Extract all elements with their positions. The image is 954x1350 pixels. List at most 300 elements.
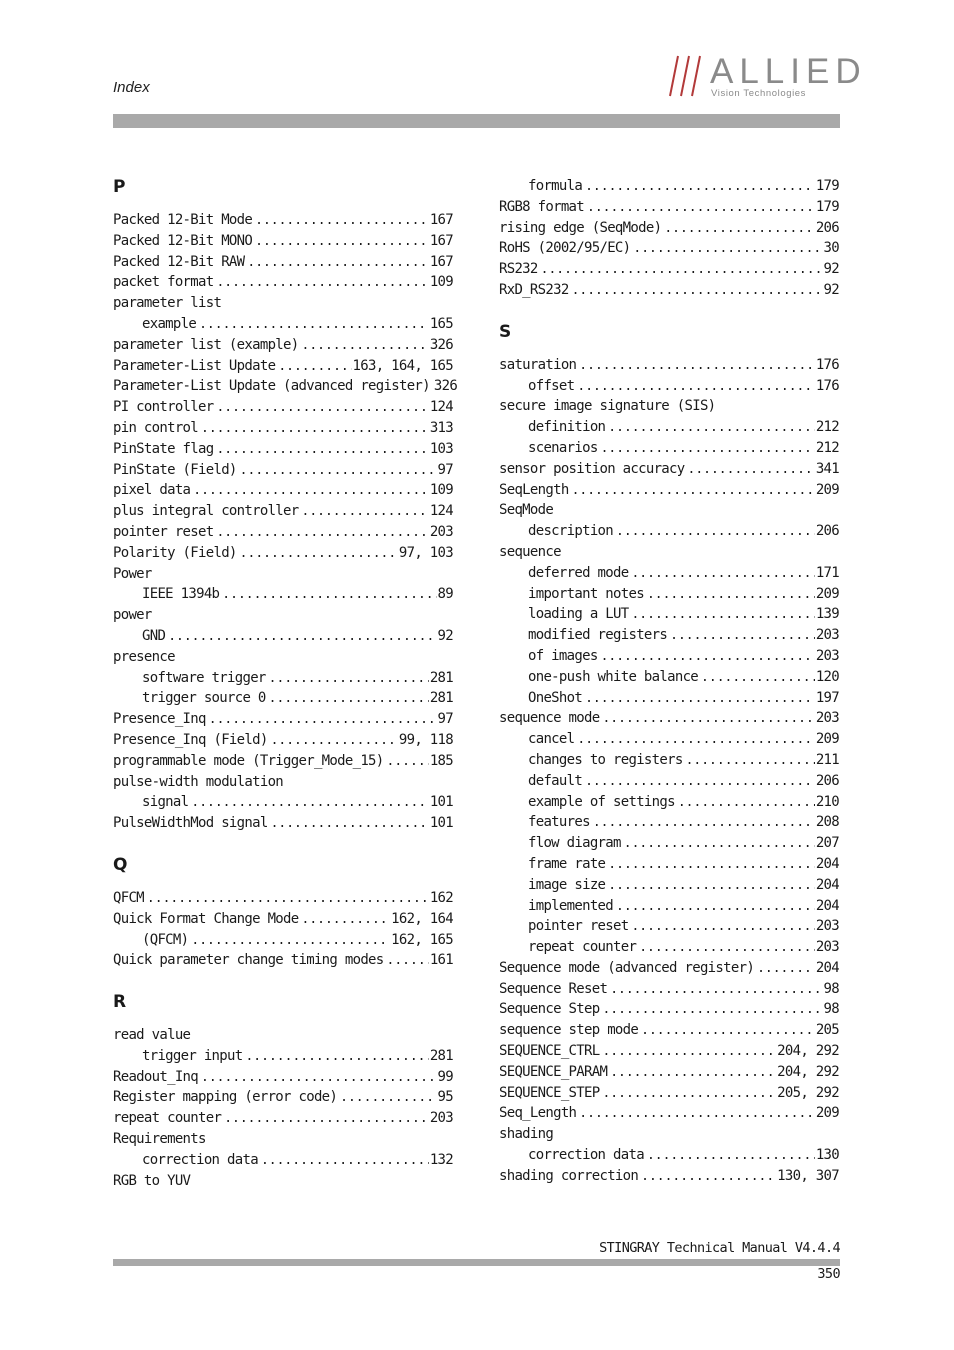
page-reference[interactable]: 103 [429,440,453,457]
index-entry [113,522,453,543]
dot-leader [670,625,815,646]
page-reference[interactable]: 206 [815,523,839,540]
index-entry [113,439,453,460]
index-entry [113,751,453,772]
dot-leader [688,459,815,480]
index-term: SEQUENCE_PARAM [499,1063,608,1080]
index-entry [113,888,453,909]
dot-leader [261,1150,429,1171]
dot-leader [572,280,823,301]
page-reference[interactable]: 89 [437,586,453,603]
index-term: RxD_RS232 [499,281,569,298]
page-reference[interactable]: 197 [815,689,839,706]
index-term: repeat counter [113,1110,222,1127]
dot-leader [631,916,814,937]
index-term: RGB to YUV [113,1172,191,1189]
index-subentry [499,438,839,459]
page-reference[interactable]: 97 [437,461,453,478]
dot-leader [271,813,429,834]
index-term: formula [528,178,583,194]
page-reference[interactable]: 109 [429,274,453,291]
page-reference[interactable]: 212 [815,419,839,436]
index-term: of images [528,647,598,664]
index-entry [113,647,453,668]
index-entry [499,1083,839,1104]
index-term: features [528,814,590,831]
index-term: shading [499,1126,554,1143]
page-reference[interactable]: 162, 165 [391,931,453,948]
index-term: Presence_Inq (Field) [113,731,268,748]
index-term: SeqMode [499,502,554,519]
index-term: Quick parameter change timing modes [113,952,384,969]
index-subentry [113,584,453,605]
index-subentry [499,176,839,197]
dot-leader [216,522,428,543]
index-term: example [142,315,197,332]
dot-leader [579,1103,815,1124]
index-entry [499,238,839,259]
index-term: Register mapping (error code) [113,1089,338,1106]
page-reference[interactable]: 209 [815,1105,839,1122]
page-reference[interactable]: 161 [429,952,453,969]
dot-leader [631,604,814,625]
index-entry [499,1124,839,1145]
index-entry [499,396,839,417]
page-reference[interactable]: 97 [437,711,453,728]
dot-leader [678,792,815,813]
page-reference[interactable]: 204 [815,876,839,893]
page-reference[interactable]: 212 [815,439,839,456]
page-reference[interactable]: 281 [429,1047,453,1064]
index-term: Parameter-List Update [113,357,276,374]
index-subentry [499,688,839,709]
dot-leader [209,709,437,730]
index-entry [499,218,839,239]
index-entry [499,1062,839,1083]
index-entry [113,772,453,793]
index-term: repeat counter [528,939,637,956]
index-term: Parameter-List Update (advanced register) [113,378,430,395]
index-term: programmable mode (Trigger_Mode_15) [113,752,384,769]
index-term: changes to registers [528,751,683,768]
dot-leader [664,218,815,239]
dot-leader [245,1046,428,1067]
index-term: definition [528,419,606,436]
dot-leader [639,937,815,958]
index-term: Packed 12-Bit RAW [113,253,245,270]
index-entry [113,1171,453,1192]
index-term: PinState flag [113,440,214,457]
index-term: implemented [528,897,614,914]
index-subentry [499,771,839,792]
dot-leader [387,950,429,971]
page-reference[interactable]: 101 [429,794,453,811]
dot-leader [624,833,815,854]
index-subentry [499,875,839,896]
index-term: Polarity (Field) [113,544,237,561]
index-entry [499,1041,839,1062]
page-reference[interactable]: 206 [815,219,839,236]
allied-logo [668,52,867,100]
page-reference[interactable]: 30 [823,240,839,257]
index-entry [113,376,458,397]
index-term: (QFCM) [142,931,189,948]
index-term: Packed 12-Bit Mode [113,212,253,228]
index-subentry [113,792,453,813]
index-entry [499,1166,839,1187]
index-entry [499,958,839,979]
page-reference[interactable]: 211 [815,751,839,768]
page-reference[interactable]: 124 [429,399,453,416]
index-term: PulseWidthMod signal [113,815,268,832]
dot-leader [602,708,814,729]
page-reference[interactable]: 313 [429,419,453,436]
dot-leader [247,252,428,273]
dot-leader [641,1166,776,1187]
page-reference[interactable]: 326 [429,336,453,353]
dot-leader [610,1062,776,1083]
index-entry [113,252,453,273]
index-term: read value [113,1027,191,1044]
page-reference[interactable]: 124 [429,503,453,520]
dot-leader [585,688,815,709]
index-term: default [528,772,583,789]
page-reference[interactable]: 209 [815,481,839,498]
page-reference[interactable]: 167 [429,212,453,228]
index-term: GND [142,627,166,644]
index-entry [113,1087,453,1108]
dot-leader [302,335,429,356]
index-term: parameter list (example) [113,336,299,353]
page-reference[interactable]: 208 [815,814,839,831]
index-term: trigger input [142,1047,243,1064]
page-reference[interactable]: 92 [823,261,839,278]
index-entry [499,355,839,376]
page-reference[interactable]: 203 [815,939,839,956]
index-term: pointer reset [528,918,629,935]
page-reference[interactable]: 204 [815,897,839,914]
dot-leader [601,438,815,459]
dot-leader [602,1083,776,1104]
dot-leader [302,909,391,930]
page-reference[interactable]: 179 [815,178,839,194]
index-entry [113,397,453,418]
dot-leader [602,999,822,1020]
page-reference[interactable]: 204, 292 [777,1043,839,1060]
index-term: pointer reset [113,523,214,540]
index-entry [113,335,453,356]
page-reference[interactable]: 132 [429,1151,453,1168]
dot-leader [278,356,351,377]
page-reference[interactable]: 101 [429,815,453,832]
index-term: Sequence mode (advanced register) [499,959,755,976]
index-subentry [499,833,839,854]
index-entry [499,542,839,563]
dot-leader [616,896,815,917]
page-reference[interactable]: 171 [815,564,839,581]
page-reference[interactable]: 203 [815,918,839,935]
logo-tagline: Vision Technologies [711,88,807,99]
dot-leader [216,272,428,293]
page-reference[interactable]: 204, 292 [777,1063,839,1080]
index-term: offset [528,377,575,394]
index-subentry [499,812,839,833]
index-entry [113,564,453,585]
page-reference[interactable]: 204 [815,959,839,976]
page-reference[interactable]: 203 [815,710,839,727]
index-subentry [499,376,839,397]
index-term: Power [113,565,152,582]
index-term: image size [528,876,606,893]
dot-leader [193,480,429,501]
index-entry [113,813,453,834]
dot-leader [191,792,428,813]
index-column-right [499,176,839,1187]
index-term: Sequence Step [499,1001,600,1018]
page-reference[interactable]: 205 [815,1022,839,1039]
index-term: loading a LUT [528,606,629,623]
index-term: signal [142,794,189,811]
index-term: Quick Format Change Mode [113,910,299,927]
dot-leader [608,875,815,896]
page-reference[interactable]: 163, 164, 165 [352,357,453,374]
dot-leader [579,355,815,376]
index-subentry [113,626,453,647]
running-header: Index [113,79,150,96]
dot-leader [601,646,815,667]
index-term: presence [113,648,175,665]
dot-leader [608,854,815,875]
dot-leader [216,439,428,460]
index-entry [499,197,839,218]
index-term: parameter list [113,295,222,312]
dot-leader [255,231,429,252]
index-subentry [113,1150,453,1171]
index-entry [113,730,453,751]
index-entry [113,272,453,293]
index-subentry [499,750,839,771]
index-term: packet format [113,274,214,291]
dot-leader [647,1145,815,1166]
dot-leader [271,730,398,751]
index-term: Sequence Reset [499,980,608,997]
index-subentry [499,729,839,750]
index-entry [499,280,839,301]
footer-rule [113,1259,840,1266]
dot-leader [572,480,815,501]
page-reference[interactable]: 99 [437,1068,453,1085]
dot-leader [587,197,815,218]
index-term: SeqLength [499,481,569,498]
index-column-left [113,176,458,1191]
dot-leader [616,521,815,542]
dot-leader [222,584,436,605]
page-reference[interactable]: 167 [429,232,453,249]
index-entry [499,1020,839,1041]
page-reference[interactable]: 207 [815,835,839,852]
index-term: SEQUENCE_CTRL [499,1043,600,1060]
footer-manual-title: STINGRAY Technical Manual V4.4.4 [599,1240,840,1256]
index-subentry [499,604,839,625]
index-term: pixel data [113,482,191,499]
index-subentry [499,646,839,667]
page-reference[interactable]: 95 [437,1089,453,1106]
page-reference[interactable]: 120 [815,668,839,685]
page-reference[interactable]: 205, 292 [777,1084,839,1101]
logo-wordmark: ALLIED [710,52,867,91]
page-reference[interactable]: 92 [437,627,453,644]
index-term: pulse-width modulation [113,773,284,790]
page-reference[interactable]: 162 [429,889,453,906]
index-entry [113,356,453,377]
page-reference[interactable]: 203 [429,523,453,540]
page-reference[interactable]: 99, 118 [398,731,453,748]
index-subentry [113,930,453,951]
page-number: 350 [817,1266,840,1282]
page-reference[interactable]: 97, 103 [398,544,453,561]
index-term: example of settings [528,793,675,810]
page-reference[interactable]: 185 [429,752,453,769]
dot-leader [240,543,398,564]
page-reference[interactable]: 165 [429,315,453,332]
page-reference[interactable]: 98 [823,980,839,997]
page-reference[interactable]: 203 [429,1110,453,1127]
index-subentry [499,521,839,542]
index-term: pin control [113,419,199,436]
logo-slashes-icon [668,54,708,98]
dot-leader [585,176,815,197]
dot-leader [255,210,429,231]
index-term: PI controller [113,399,214,416]
index-subentry [113,688,453,709]
index-entry [499,259,839,280]
index-term: Presence_Inq [113,711,206,728]
index-entry [499,500,839,521]
dot-leader [340,1087,436,1108]
index-entry [113,950,453,971]
index-entry [113,605,453,626]
index-term: Requirements [113,1131,206,1148]
index-term: RoHS (2002/95/EC) [499,240,631,257]
index-subentry [499,792,839,813]
index-term: SEQUENCE_STEP [499,1084,600,1101]
dot-leader [633,238,822,259]
page-reference[interactable]: 281 [429,690,453,707]
index-term: correction data [142,1151,258,1168]
index-term: flow diagram [528,835,621,852]
page-reference[interactable]: 167 [429,253,453,270]
page-reference[interactable]: 203 [815,627,839,644]
dot-leader [577,729,814,750]
index-letter-heading: P [113,177,126,197]
dot-leader [602,1041,776,1062]
index-term: sequence step mode [499,1022,639,1039]
index-term: one-push white balance [528,668,699,685]
index-entry [499,999,839,1020]
index-term: rising edge (SeqMode) [499,219,662,236]
page-reference[interactable]: 176 [815,356,839,373]
page-reference[interactable]: 281 [429,669,453,686]
index-term: correction data [528,1147,644,1164]
dot-leader [191,930,390,951]
index-subentry [499,916,839,937]
index-entry [499,480,839,501]
index-term: Seq_Length [499,1105,577,1122]
index-term: plus integral controller [113,503,299,520]
dot-leader [168,626,436,647]
index-term: Readout_Inq [113,1068,199,1085]
index-entry [499,1103,839,1124]
dot-leader [593,812,815,833]
dot-leader [647,584,815,605]
index-subentry [499,854,839,875]
page-reference[interactable]: 176 [815,377,839,394]
page-reference[interactable]: 209 [815,731,839,748]
dot-leader [585,771,815,792]
index-entry [113,909,453,930]
index-letter-heading: S [499,321,512,342]
index-term: QFCM [113,889,144,906]
index-term: IEEE 1394b [142,586,220,603]
dot-leader [240,460,437,481]
index-subentry [499,563,839,584]
index-term: description [528,523,614,540]
page-reference[interactable]: 98 [823,1001,839,1018]
index-subentry [113,668,453,689]
page-reference[interactable]: 209 [815,585,839,602]
index-entry [499,708,839,729]
page-reference[interactable]: 130 [815,1147,839,1164]
page-reference[interactable]: 130, 307 [777,1167,839,1184]
index-term: shading correction [499,1167,639,1184]
index-letter-heading: R [113,992,127,1013]
index-entry [113,460,453,481]
index-entry [113,480,453,501]
dot-leader [224,1108,429,1129]
page-reference[interactable]: 204 [815,855,839,872]
index-entry [113,501,453,522]
index-subentry [499,937,839,958]
dot-leader [577,376,814,397]
page-reference[interactable]: 109 [429,482,453,499]
page-reference[interactable]: 203 [815,647,839,664]
page-reference[interactable]: 326 [433,378,458,395]
dot-leader [201,418,429,439]
index-entry [113,1129,453,1150]
page-reference[interactable]: 92 [823,281,839,298]
index-term: RGB8 format [499,198,585,215]
index-subentry [499,896,839,917]
page-reference[interactable]: 139 [815,606,839,623]
index-subentry [499,584,839,605]
page-reference[interactable]: 162, 164 [391,910,453,927]
index-term: power [113,607,152,624]
dot-leader [302,501,429,522]
dot-leader [541,259,823,280]
page-reference[interactable]: 179 [815,198,839,215]
index-entry [113,1025,453,1046]
dot-leader [147,888,429,909]
page-reference[interactable]: 341 [815,460,839,477]
dot-leader [701,667,815,688]
page-reference[interactable]: 206 [815,772,839,789]
index-entry [499,979,839,1000]
index-term: deferred mode [528,564,629,581]
index-entry [113,709,453,730]
index-entry [113,1067,453,1088]
page-reference[interactable]: 210 [815,793,839,810]
index-entry [113,231,453,252]
